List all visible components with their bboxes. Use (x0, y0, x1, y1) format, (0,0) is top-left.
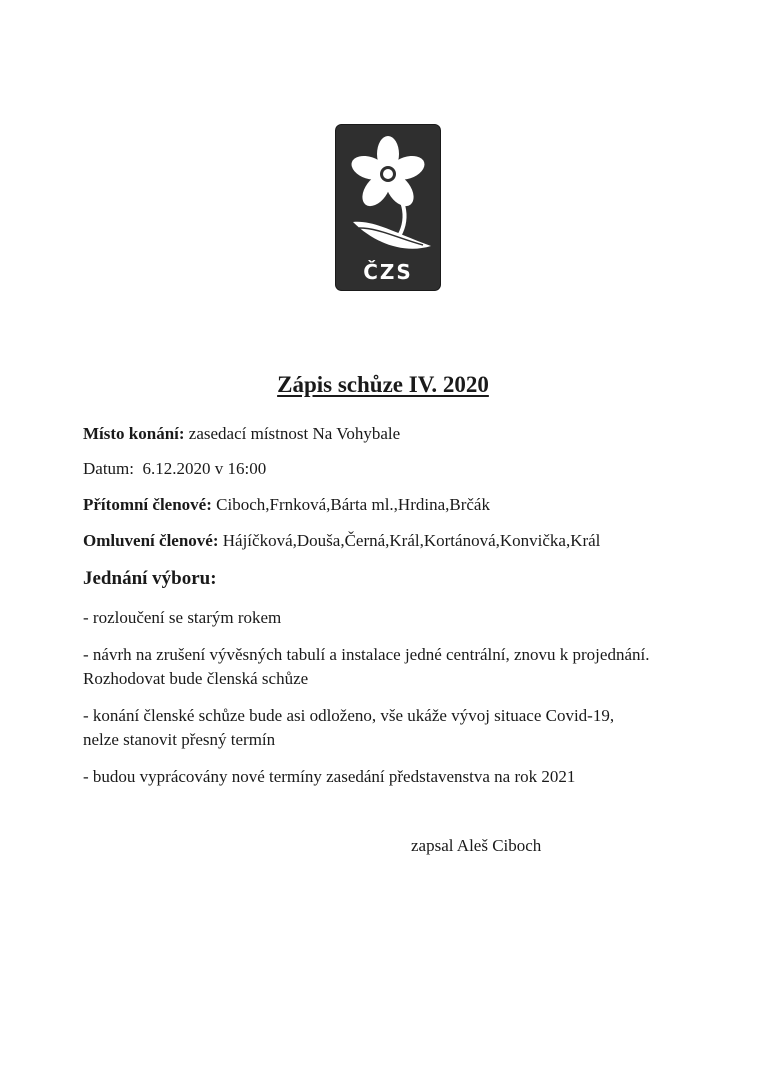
present-line (83, 495, 490, 515)
flower-logo-icon (335, 124, 441, 291)
agenda-item: - návrh na zrušení vývěsných tabulí a instalace jedné centrální, znovu k projednání. (83, 645, 650, 664)
agenda-item-continuation: nelze stanovit přesný termín (83, 730, 276, 749)
signature: zapsal Aleš Ciboch (411, 836, 542, 855)
logo-text: ČZS (363, 260, 413, 284)
location-label: Místo konání: (83, 424, 185, 443)
present-value: Ciboch,Frnková,Bárta ml.,Hrdina,Brčák (216, 495, 490, 514)
agenda-item-continuation: Rozhodovat bude členská schůze (83, 669, 309, 688)
present-label: Přítomní členové: (83, 495, 212, 514)
date-value: 6.12.2020 v 16:00 (142, 459, 267, 478)
excused-label: Omluvení členové: (83, 531, 219, 550)
agenda-heading: Jednání výboru: (83, 568, 217, 589)
agenda-item: - rozloučení se starým rokem (83, 608, 282, 627)
document-title: Zápis schůze IV. 2020 (277, 372, 489, 397)
date-line (83, 459, 266, 479)
location-value: zasedací místnost Na Vohybale (188, 424, 401, 443)
excused-line (83, 531, 600, 551)
agenda-item: - budou vyprácovány nové termíny zasedání představenstva na rok 2021 (83, 767, 576, 786)
czs-logo (335, 124, 441, 291)
agenda-item: - konání členské schůze bude asi odloženo, vše ukáže vývoj situace Covid-19, (83, 706, 615, 725)
location-line (83, 424, 400, 444)
date-label: Datum: (83, 459, 134, 478)
excused-value: Hájíčková,Douša,Černá,Král,Kortánová,Konvička,Král (222, 531, 601, 550)
